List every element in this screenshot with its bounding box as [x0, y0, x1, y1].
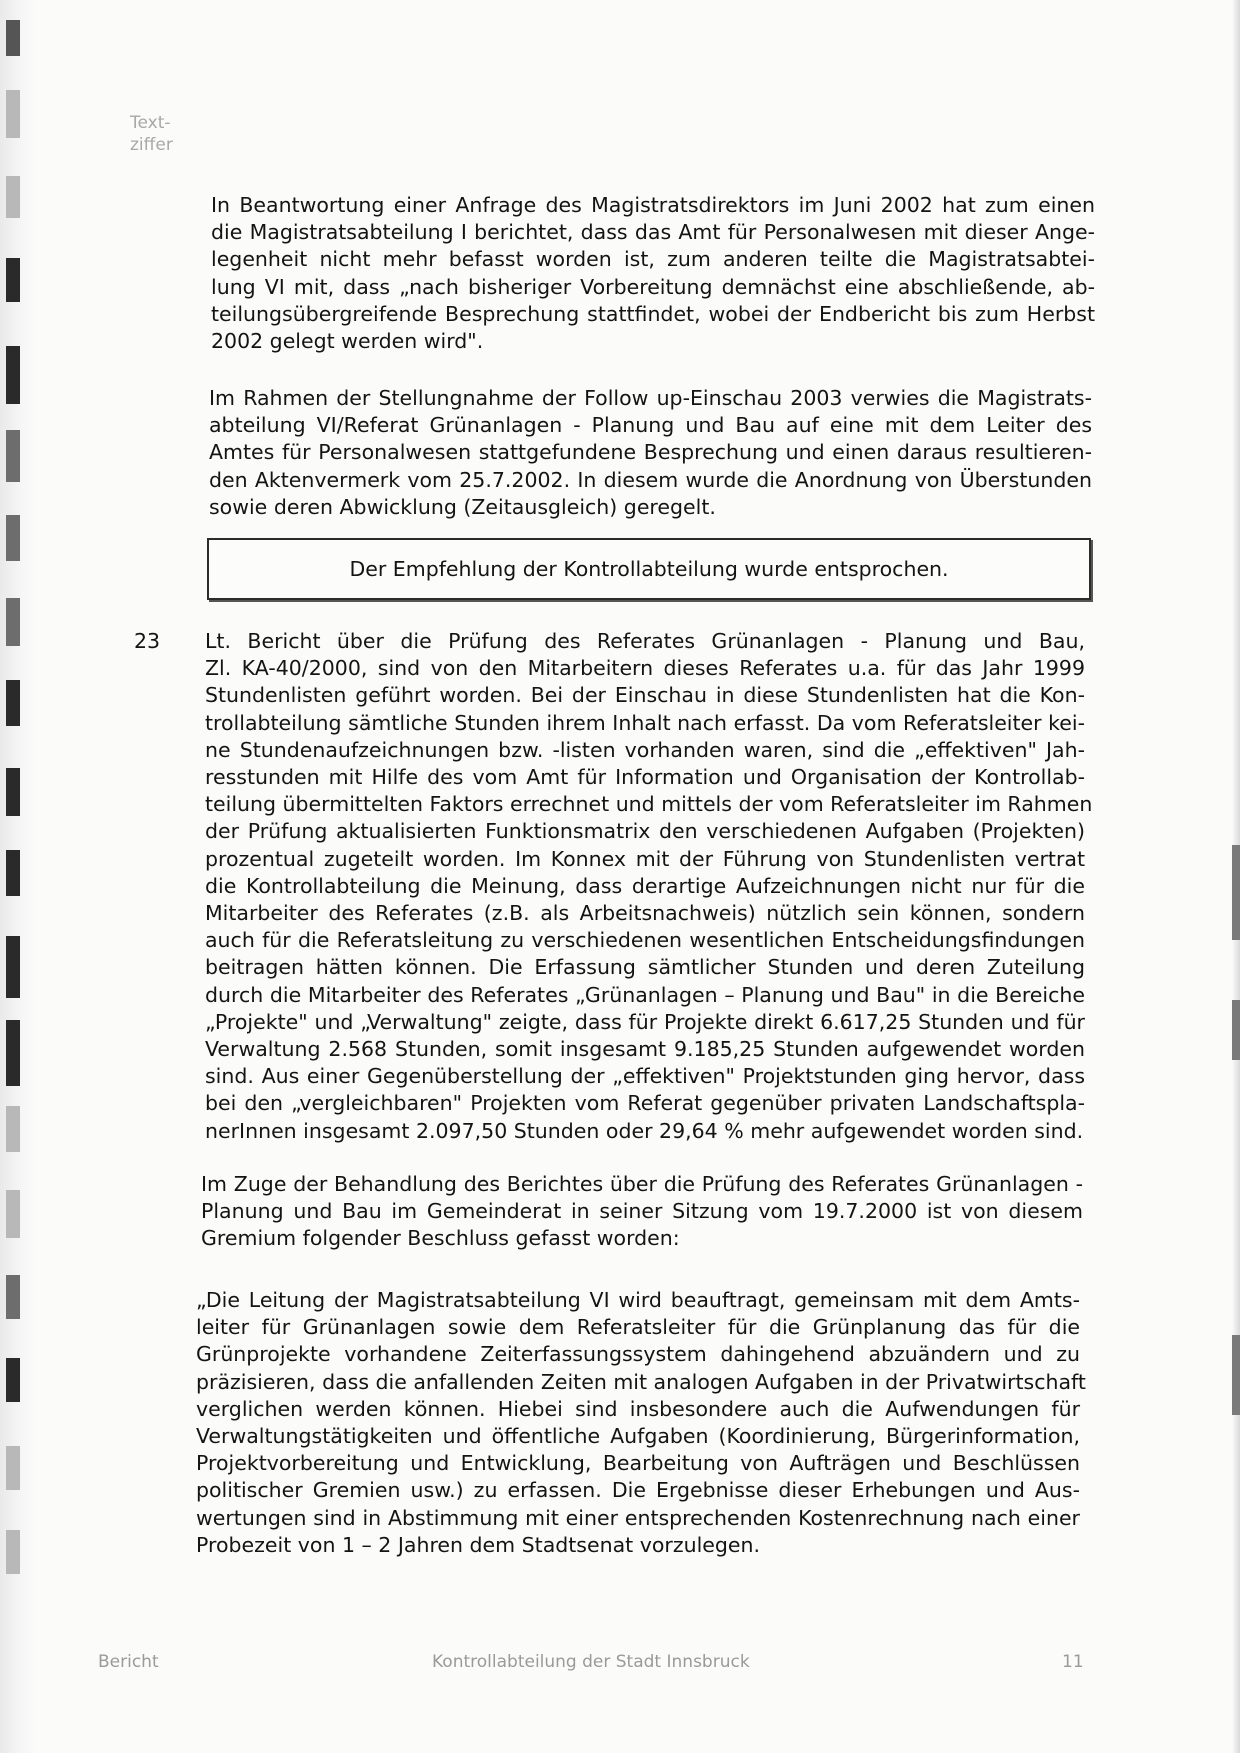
text-line: teilungsübergreifende Besprechung stattfindet, wobei der Endbericht bis zum Herbst	[211, 301, 1095, 326]
text-line: sowie deren Abwicklung (Zeitausgleich) geregelt.	[209, 494, 716, 519]
scan-mark	[6, 850, 20, 896]
text-line: Stundenlisten geführt worden. Bei der Einschau in diese Stundenlisten hat die Kon-	[205, 683, 1085, 708]
text-line: bei den „vergleichbaren" Projekten vom Referat gegenüber privaten Landschaftspla-	[205, 1091, 1085, 1116]
scan-mark-right	[1232, 845, 1240, 940]
text-line: Mitarbeiter des Referates (z.B. als Arbeitsnachweis) nützlich sein können, sondern	[205, 901, 1085, 926]
text-line: Im Rahmen der Stellungnahme der Follow up-Einschau 2003 verwies die Magistrats-	[209, 386, 1092, 410]
text-line: Projektvorbereitung und Entwicklung, Bearbeitung von Aufträgen und Beschlüssen	[196, 1451, 1080, 1476]
text-line: Verwaltungstätigkeiten und öffentliche Aufgaben (Koordinierung, Bürgerinformation,	[196, 1424, 1080, 1449]
text-line: Gremium folgender Beschluss gefasst worden:	[201, 1226, 680, 1251]
paragraph-council-resolution-quote	[196, 1287, 1086, 1559]
text-line: Lt. Bericht über die Prüfung des Referates Grünanlagen - Planung und Bau,	[205, 629, 1085, 653]
text-line: 2002 gelegt werden wird".	[211, 329, 484, 354]
footer-page-number: 11	[1062, 1652, 1084, 1672]
scan-mark	[6, 20, 20, 56]
scan-mark	[6, 258, 20, 302]
text-line: verglichen werden können. Hiebei sind insbesondere auch die Aufwendungen für	[196, 1396, 1080, 1421]
scan-mark	[6, 936, 20, 998]
text-line: der Prüfung aktualisierten Funktionsmatrix den verschiedenen Aufgaben (Projekten)	[205, 819, 1085, 844]
margin-label-text: Text- ziffer	[130, 113, 173, 155]
text-line: leiter für Grünanlagen sowie dem Referatsleiter für die Grünplanung das für die	[196, 1315, 1080, 1340]
text-line: teilung übermittelten Faktors errechnet und mittels der vom Referatsleiter im Rahmen	[205, 792, 1093, 817]
scan-mark	[6, 1275, 20, 1319]
text-line: die Kontrollabteilung die Meinung, dass derartige Aufzeichnungen nicht nur für die	[205, 873, 1085, 898]
text-line: wertungen sind in Abstimmung mit einer entsprechenden Kostenrechnung nach einer	[196, 1505, 1080, 1530]
scan-mark	[6, 90, 20, 138]
scan-mark	[6, 515, 20, 561]
footer-report-label: Bericht	[98, 1652, 159, 1672]
text-line: präzisieren, dass die anfallenden Zeiten mit analogen Aufgaben in der Privatwirtschaft	[196, 1369, 1086, 1394]
textziffer-number: 23	[134, 629, 161, 653]
scan-mark-right	[1232, 1335, 1240, 1415]
paragraph-audit-report	[205, 628, 1093, 1145]
text-line: In Beantwortung einer Anfrage des Magistratsdirektors im Juni 2002 hat zum einen	[211, 193, 1095, 217]
recommendation-notice-box	[207, 538, 1091, 600]
text-line: beitragen hätten können. Die Erfassung sämtlicher Stunden und deren Zuteilung	[205, 955, 1085, 980]
scan-mark	[6, 1020, 20, 1086]
scan-mark	[6, 1358, 20, 1402]
scan-mark	[6, 430, 20, 482]
text-line: lung VI mit, dass „nach bisheriger Vorbereitung demnächst eine abschließende, ab-	[211, 274, 1095, 299]
text-line: trollabteilung sämtliche Stunden ihrem Inhalt nach erfasst. Da vom Referatsleiter kei-	[205, 710, 1085, 735]
scan-mark	[6, 598, 20, 646]
text-line: auch für die Referatsleitung zu verschiedenen wesentlichen Entscheidungsfindungen	[205, 928, 1085, 953]
text-line: Amtes für Personalwesen stattgefundene Besprechung und einen daraus resultieren-	[209, 440, 1092, 465]
footer-department: Kontrollabteilung der Stadt Innsbruck	[432, 1652, 750, 1672]
margin-label-textziffer	[130, 112, 190, 156]
scan-mark	[6, 1530, 20, 1574]
text-line: legenheit nicht mehr befasst worden ist, zum anderen teilte die Magistratsabtei-	[211, 247, 1095, 272]
text-line: nerInnen insgesamt 2.097,50 Stunden oder 29,64 % mehr aufgewendet worden sind.	[205, 1118, 1084, 1143]
paragraph-follow-up-statement	[209, 385, 1092, 521]
text-line: ne Stundenaufzeichnungen bzw. -listen vorhanden waren, sind die „effektiven" Jah-	[205, 737, 1085, 762]
text-line: resstunden mit Hilfe des vom Amt für Information und Organisation der Kontrollab-	[205, 765, 1085, 790]
text-line: die Magistratsabteilung I berichtet, dass das Amt für Personalwesen mit dieser Ange-	[211, 220, 1095, 245]
scan-mark	[6, 1446, 20, 1490]
scan-mark	[6, 1106, 20, 1152]
scan-mark	[6, 1190, 20, 1238]
text-line: Verwaltung 2.568 Stunden, somit insgesamt 9.185,25 Stunden aufgewendet worden	[205, 1037, 1085, 1062]
text-line: abteilung VI/Referat Grünanlagen - Planung und Bau auf eine mit dem Leiter des	[209, 413, 1092, 438]
scan-mark	[6, 768, 20, 816]
text-line: politischer Gremien usw.) zu erfassen. Die Ergebnisse dieser Erhebungen und Aus-	[196, 1478, 1080, 1503]
text-line: Probezeit von 1 – 2 Jahren dem Stadtsenat vorzulegen.	[196, 1532, 761, 1557]
text-line: Zl. KA-40/2000, sind von den Mitarbeitern dieses Referates u.a. für das Jahr 1999	[205, 656, 1085, 681]
scan-mark	[6, 346, 20, 404]
recommendation-notice-text: Der Empfehlung der Kontrollabteilung wurde entsprochen.	[349, 557, 949, 581]
paragraph-response-magistrat	[211, 192, 1095, 355]
text-line: durch die Mitarbeiter des Referates „Grünanlagen – Planung und Bau" in die Bereiche	[205, 982, 1085, 1007]
scan-mark	[6, 680, 20, 726]
text-line: sind. Aus einer Gegenüberstellung der „effektiven" Projektstunden ging hervor, dass	[205, 1064, 1085, 1089]
scan-mark	[6, 176, 20, 218]
text-line: „Die Leitung der Magistratsabteilung VI wird beauftragt, gemeinsam mit dem Amts-	[196, 1288, 1080, 1312]
text-line: Planung und Bau im Gemeinderat in seiner Sitzung vom 19.7.2000 ist von diesem	[201, 1199, 1083, 1224]
paragraph-council-decision-intro	[201, 1171, 1083, 1253]
text-line: prozentual zugeteilt worden. Im Konnex mit der Führung von Stundenlisten vertrat	[205, 846, 1085, 871]
text-line: Im Zuge der Behandlung des Berichtes über die Prüfung des Referates Grünanlagen -	[201, 1172, 1083, 1196]
text-line: Grünprojekte vorhandene Zeiterfassungssystem dahingehend abzuändern und zu	[196, 1342, 1080, 1367]
scan-mark-right	[1232, 1000, 1240, 1060]
text-line: den Aktenvermerk vom 25.7.2002. In diesem wurde die Anordnung von Überstunden	[209, 467, 1092, 492]
text-line: „Projekte" und „Verwaltung" zeigte, dass für Projekte direkt 6.617,25 Stunden und für	[205, 1009, 1085, 1034]
